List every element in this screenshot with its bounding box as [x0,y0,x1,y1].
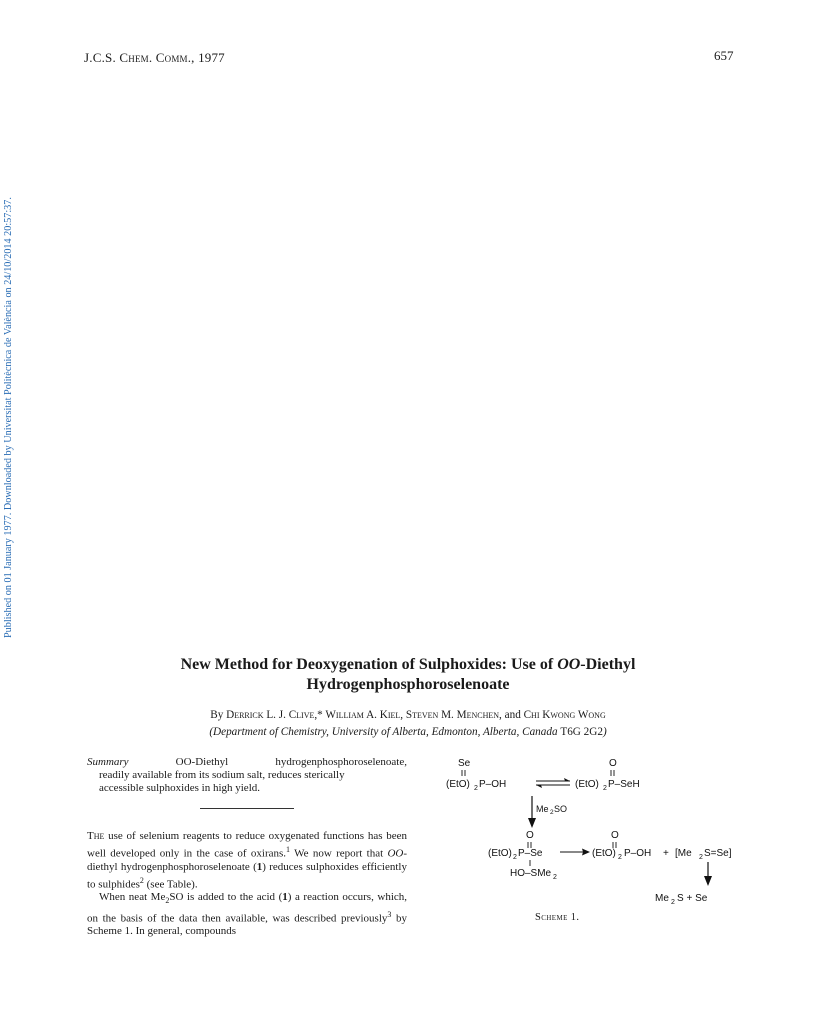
intermediate-label: (EtO) [488,848,512,859]
summary-line-1 [87,756,407,769]
product-p-oh: P–OH [624,848,652,859]
title-line-2: Hydrogenphosphoroselenoate [306,676,510,693]
affiliation: (Department of Chemistry, University of Alberta, Edmonton, Alberta, Canada T6G 2G2) [209,726,607,738]
final-product-me: Me [655,893,669,904]
title-line-1: New Method for Deoxygenation of Sulphoxides: Use of OO-Diethyl [180,656,636,673]
summary-word-2: hydrogenphosphoroselenoate, [275,756,407,768]
body-text [87,830,407,938]
paragraph-2: When neat $Me_2SO$ is added to the acid (1) a reaction occurs, which, on the basis of the data then available, was described previously$^3$ by Scheme 1. In general, compounds [87,891,408,938]
byline: By Derrick L. J. Clive,* William A. Kiel, Steven M. Menchen, and Chi Kwong Wong [210,709,606,721]
bracket-species-me: [Me [675,848,692,859]
compound-1-ref-2: 1 [282,891,288,904]
ref-3: 3 [387,909,392,919]
o-atom-top: O [609,758,617,769]
reagent-so: SO [554,804,568,814]
corresponding-mark: * [317,709,323,721]
svg-text:2: 2 [618,854,622,861]
page-number: 657 [714,48,734,63]
p-oh-label: P–OH [479,779,507,790]
p-se-label: P–Se [518,848,543,859]
summary-label: Summary [87,756,129,768]
reagent-me: Me [536,804,549,814]
ref-1: 1 [286,845,291,854]
article-title [80,655,736,695]
author-4: Chi Kwong Wong [523,709,606,721]
summary-line-2: readily available from its sodium salt, reduces sterically [99,769,345,781]
journal-name: Chem. Comm. [119,50,192,65]
author-3: Steven M. Menchen, [403,709,502,721]
svg-text:2: 2 [513,854,517,861]
se-atom: Se [458,758,471,769]
scheme-caption: Scheme 1. [535,912,580,923]
svg-text:2: 2 [699,854,703,861]
journal-prefix: J.C.S. [84,50,120,65]
summary-word-1: OO-Diethyl [175,756,229,768]
final-product-s-se: S + Se [677,893,708,904]
svg-text:2: 2 [474,785,478,792]
title-oo: OO [557,656,581,673]
svg-text:2: 2 [550,809,554,816]
ho-sme-label: HO–SMe [510,868,552,879]
postal-code: T6G 2G2 [560,726,603,738]
journal-year: , 1977 [191,50,225,65]
svg-text:2: 2 [553,874,557,881]
download-notice[interactable]: Published on 01 January 1977. Downloaded by Universitat Politècnica de València on 24/10/2014 20:57:37. [3,197,14,638]
scheme-drawing [446,750,750,910]
section-divider [200,808,294,809]
product-acid-label: (EtO) [592,848,616,859]
svg-text:2: 2 [603,785,607,792]
summary [87,756,407,795]
author-1: Derrick L. J. Clive, [226,709,318,721]
bracket-species-sse: S=Se] [704,848,732,859]
left-acid-label: (EtO) [446,779,470,790]
summary-line-3: accessible sulphoxides in high yield. [99,782,260,794]
author-2: William A. Kiel, [322,709,404,721]
compound-1-ref: 1 [256,860,263,873]
paragraph-1: The use of selenium reagents to reduce oxygenated functions has been well developed only in the case of oxirans.$^1$ We now report that OO-diethyl hydrogenphosphoroselenoate (1) reduces sulphoxides efficiently to sulphides$^2$ (see Table). [87,830,407,891]
svg-text:2: 2 [671,899,675,906]
running-head [84,50,225,66]
o-atom-mid-left: O [526,830,534,841]
o-atom-mid-right: O [611,830,619,841]
right-acid-label: (EtO) [575,779,599,790]
plus-sign: + [663,848,669,859]
reaction-scheme [446,750,750,920]
p-seh-label: P–SeH [608,779,640,790]
ref-2: 2 [139,875,144,885]
download-notice-container [3,158,19,638]
